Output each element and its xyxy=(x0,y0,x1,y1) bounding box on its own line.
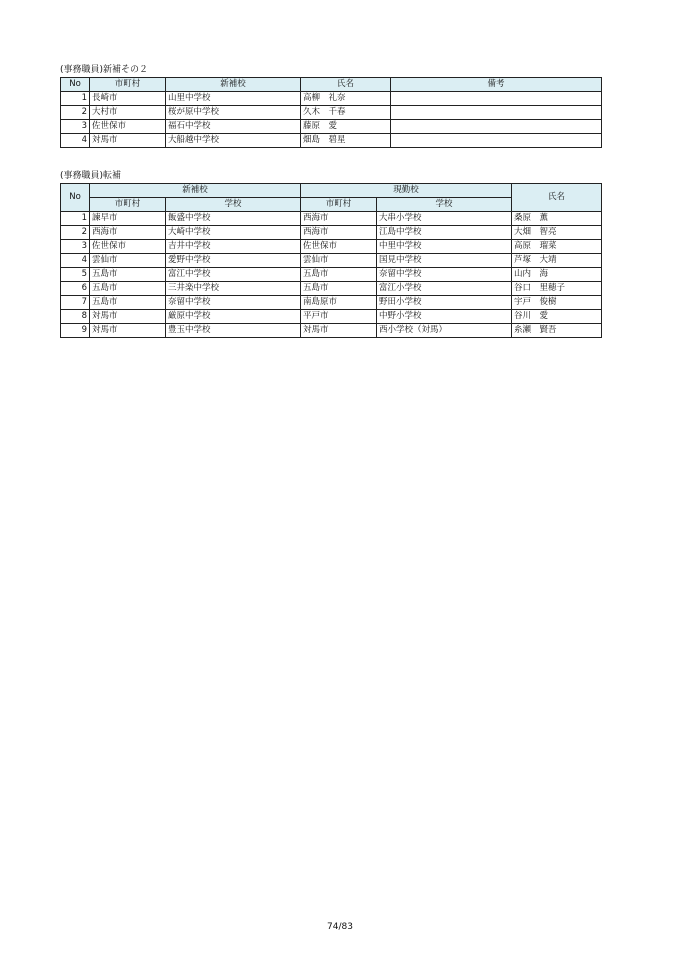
cell-new-school: 三井楽中学校 xyxy=(166,282,301,296)
header-current-school-group: 現勤校 xyxy=(301,184,512,198)
table-row xyxy=(61,324,602,338)
cell-name: 桑原 薫 xyxy=(512,212,602,226)
cell-new-school: 飯盛中学校 xyxy=(166,212,301,226)
cell-current-school: 西小学校（対馬） xyxy=(377,324,512,338)
cell-current-school: 奈留中学校 xyxy=(377,268,512,282)
table-header-row xyxy=(61,184,602,198)
header-city: 市町村 xyxy=(90,78,166,92)
table-row xyxy=(61,92,602,106)
table-row xyxy=(61,254,602,268)
cell-no: 1 xyxy=(61,212,90,226)
cell-current-city: 五島市 xyxy=(301,282,377,296)
cell-name: 久木 千春 xyxy=(301,106,391,120)
table-row xyxy=(61,120,602,134)
cell-new-city: 西海市 xyxy=(90,226,166,240)
page-number: 74/83 xyxy=(327,922,353,932)
header-new-city: 市町村 xyxy=(90,198,166,212)
header-no: No xyxy=(61,184,90,212)
cell-school: 大船越中学校 xyxy=(166,134,301,148)
header-new-school: 学校 xyxy=(166,198,301,212)
cell-current-school: 中里中学校 xyxy=(377,240,512,254)
cell-name: 山内 海 xyxy=(512,268,602,282)
cell-new-city: 雲仙市 xyxy=(90,254,166,268)
table-row xyxy=(61,226,602,240)
header-current-school: 学校 xyxy=(377,198,512,212)
header-no: No xyxy=(61,78,90,92)
cell-name: 谷川 愛 xyxy=(512,310,602,324)
cell-city: 長崎市 xyxy=(90,92,166,106)
cell-new-school: 吉井中学校 xyxy=(166,240,301,254)
table-row xyxy=(61,268,602,282)
cell-new-school: 厳原中学校 xyxy=(166,310,301,324)
header-current-city: 市町村 xyxy=(301,198,377,212)
cell-name: 高原 瑠菜 xyxy=(512,240,602,254)
cell-new-city: 五島市 xyxy=(90,296,166,310)
table-row xyxy=(61,106,602,120)
header-remarks: 備考 xyxy=(391,78,602,92)
cell-current-city: 南島原市 xyxy=(301,296,377,310)
cell-new-city: 対馬市 xyxy=(90,310,166,324)
cell-remarks xyxy=(391,106,602,120)
header-name: 氏名 xyxy=(301,78,391,92)
cell-school: 福石中学校 xyxy=(166,120,301,134)
cell-new-city: 五島市 xyxy=(90,282,166,296)
table-header-row xyxy=(61,78,602,92)
cell-no: 1 xyxy=(61,92,90,106)
cell-current-city: 佐世保市 xyxy=(301,240,377,254)
table-row xyxy=(61,282,602,296)
cell-no: 4 xyxy=(61,134,90,148)
cell-current-city: 雲仙市 xyxy=(301,254,377,268)
cell-no: 5 xyxy=(61,268,90,282)
cell-remarks xyxy=(391,120,602,134)
cell-no: 4 xyxy=(61,254,90,268)
table-row xyxy=(61,296,602,310)
cell-no: 9 xyxy=(61,324,90,338)
section-title-new-assignment: (事務職員)新補その２ xyxy=(60,65,149,75)
cell-current-city: 五島市 xyxy=(301,268,377,282)
cell-remarks xyxy=(391,92,602,106)
cell-new-school: 富江中学校 xyxy=(166,268,301,282)
cell-name: 谷口 里穂子 xyxy=(512,282,602,296)
table-row xyxy=(61,212,602,226)
table-row xyxy=(61,134,602,148)
cell-no: 6 xyxy=(61,282,90,296)
cell-city: 対馬市 xyxy=(90,134,166,148)
cell-new-city: 五島市 xyxy=(90,268,166,282)
cell-no: 3 xyxy=(61,240,90,254)
header-new-school-group: 新補校 xyxy=(90,184,301,198)
cell-current-school: 野田小学校 xyxy=(377,296,512,310)
cell-name: 宇戸 俊樹 xyxy=(512,296,602,310)
cell-city: 佐世保市 xyxy=(90,120,166,134)
cell-current-school: 中野小学校 xyxy=(377,310,512,324)
cell-new-city: 佐世保市 xyxy=(90,240,166,254)
new-assignment-table xyxy=(60,77,602,148)
cell-name: 畑島 碧星 xyxy=(301,134,391,148)
cell-current-city: 西海市 xyxy=(301,226,377,240)
table-row xyxy=(61,240,602,254)
cell-new-school: 豊玉中学校 xyxy=(166,324,301,338)
cell-name: 藤原 愛 xyxy=(301,120,391,134)
table-row xyxy=(61,310,602,324)
cell-no: 7 xyxy=(61,296,90,310)
cell-no: 2 xyxy=(61,226,90,240)
cell-current-school: 国見中学校 xyxy=(377,254,512,268)
header-school: 新補校 xyxy=(166,78,301,92)
cell-school: 桜が原中学校 xyxy=(166,106,301,120)
transfer-table xyxy=(60,183,602,338)
cell-current-city: 平戸市 xyxy=(301,310,377,324)
cell-new-city: 対馬市 xyxy=(90,324,166,338)
cell-current-city: 西海市 xyxy=(301,212,377,226)
cell-name: 高柳 礼奈 xyxy=(301,92,391,106)
cell-new-school: 大崎中学校 xyxy=(166,226,301,240)
header-name: 氏名 xyxy=(512,184,602,212)
cell-new-school: 奈留中学校 xyxy=(166,296,301,310)
section-title-transfer: (事務職員)転補 xyxy=(60,171,122,181)
cell-no: 8 xyxy=(61,310,90,324)
cell-name: 大畑 智亮 xyxy=(512,226,602,240)
cell-current-school: 富江小学校 xyxy=(377,282,512,296)
cell-no: 2 xyxy=(61,106,90,120)
cell-current-school: 大串小学校 xyxy=(377,212,512,226)
cell-new-city: 諫早市 xyxy=(90,212,166,226)
cell-city: 大村市 xyxy=(90,106,166,120)
cell-name: 芦塚 大靖 xyxy=(512,254,602,268)
cell-name: 糸瀬 賢吾 xyxy=(512,324,602,338)
cell-no: 3 xyxy=(61,120,90,134)
cell-current-city: 対馬市 xyxy=(301,324,377,338)
cell-current-school: 江島中学校 xyxy=(377,226,512,240)
cell-new-school: 愛野中学校 xyxy=(166,254,301,268)
cell-school: 山里中学校 xyxy=(166,92,301,106)
cell-remarks xyxy=(391,134,602,148)
